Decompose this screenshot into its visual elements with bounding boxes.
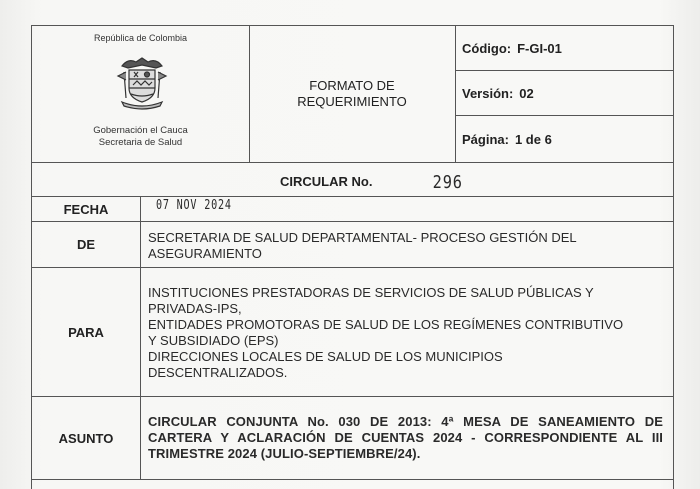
para-line: PRIVADAS-IPS, <box>148 301 242 316</box>
logo-cell <box>32 26 250 162</box>
asunto-row <box>31 397 674 480</box>
para-line: Y SUBSIDIADO (EPS) <box>148 333 279 348</box>
gobernacion-label: Gobernación el Cauca <box>93 125 188 136</box>
para-label: PARA <box>32 268 141 396</box>
version-row <box>456 71 673 116</box>
secretaria-label: Secretaria de Salud <box>98 137 183 148</box>
version-value: 02 <box>519 85 534 101</box>
document-header <box>31 25 674 163</box>
fecha-value: 07 NOV 2024 <box>156 198 232 213</box>
pagina-label: Página: <box>462 131 509 147</box>
para-value <box>148 285 663 381</box>
asunto-label: ASUNTO <box>32 397 141 479</box>
para-line: INSTITUCIONES PRESTADORAS DE SERVICIOS DE SALUD PÚBLICAS Y <box>148 285 594 300</box>
coat-of-arms-icon <box>114 52 170 110</box>
codigo-value: F-GI-01 <box>517 40 562 56</box>
circular-number: 296 <box>432 172 463 193</box>
codigo-row <box>456 26 673 71</box>
pagina-row <box>456 116 673 162</box>
asunto-value <box>148 414 663 462</box>
asunto-line: CARTERA Y ACLARACIÓN DE CUENTAS 2024 - CORRESPONDIENTE AL III <box>148 430 663 445</box>
asunto-line: CIRCULAR CONJUNTA No. 030 DE 2013: 4ª MESA DE SANEAMIENTO DE <box>148 414 663 429</box>
title-line-2: REQUERIMIENTO <box>297 94 407 109</box>
de-line-1: SECRETARIA DE SALUD DEPARTAMENTAL- PROCESO GESTIÓN DEL <box>148 230 577 245</box>
de-line-2: ASEGURAMIENTO <box>148 246 262 261</box>
version-label: Versión: <box>462 85 514 101</box>
de-value <box>148 230 663 262</box>
circular-label: CIRCULAR No. <box>280 174 373 189</box>
para-row <box>31 268 674 397</box>
asunto-line: TRIMESTRE 2024 (JULIO-SEPTIEMBRE/24). <box>148 446 421 461</box>
title-line-1: FORMATO DE <box>309 78 395 93</box>
title-cell <box>249 26 456 162</box>
document-title <box>297 78 407 110</box>
de-row <box>31 222 674 268</box>
next-row-start <box>31 480 674 489</box>
fecha-label: FECHA <box>32 197 141 221</box>
pagina-value: 1 de 6 <box>514 131 552 147</box>
codigo-label: Código: <box>462 40 512 56</box>
fecha-row <box>31 197 674 222</box>
para-line: DIRECCIONES LOCALES DE SALUD DE LOS MUNICIPIOS <box>148 349 503 364</box>
para-line: DESCENTRALIZADOS. <box>148 365 288 380</box>
republic-label: República de Colombia <box>93 33 188 43</box>
circular-row <box>31 163 674 197</box>
meta-cell <box>456 26 673 162</box>
para-line: ENTIDADES PROMOTORAS DE SALUD DE LOS REGÍMENES CONTRIBUTIVO <box>148 317 624 332</box>
de-label: DE <box>32 222 141 267</box>
